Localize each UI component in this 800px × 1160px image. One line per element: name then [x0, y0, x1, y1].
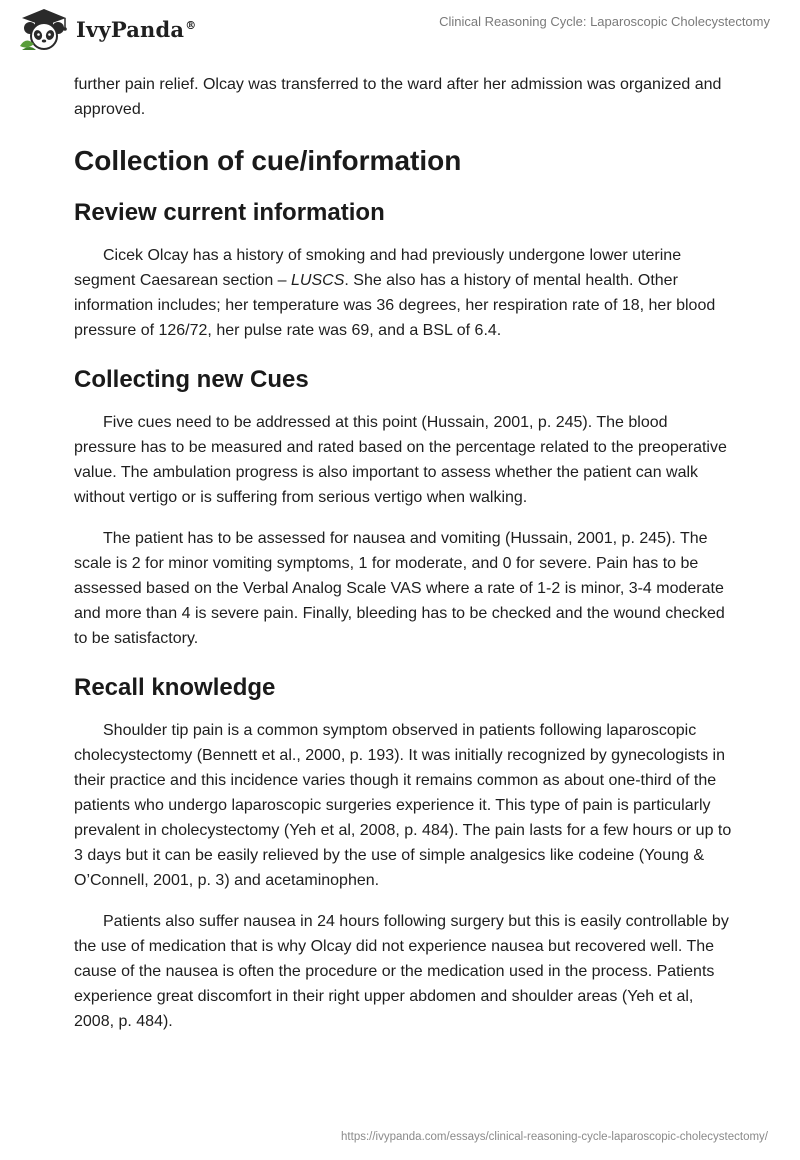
new-cues-paragraph-1: Five cues need to be addressed at this point (Hussain, 2001, p. 245). The blood pressure has to be measured and rated based on the percentage related to the preoperative value. The ambulation progress is also important to assess whether the patient can walk without vertigo or is suffering from serious vertigo when walking. — [74, 414, 727, 506]
recall-paragraph-1: Shoulder tip pain is a common symptom observed in patients following laparoscopic cholecystectomy (Bennett et al., 2000, p. 193). It was initially recognized by gynecologists in their practice and this incidence varies though it remains common as about one-third of the patients who undergo laparoscopic surgeries experience it. This type of pain is particularly prevalent in cholecystectomy (Yeh et al, 2008, p. 484). The pain lasts for a few hours or up to 3 days but it can be easily relieved by the use of simple analgesics like codeine (Young & O’Connell, 2001, p. 3) and acetaminophen. — [74, 722, 732, 889]
panda-graduate-icon — [14, 6, 70, 52]
article-body — [74, 72, 734, 1034]
review-paragraph: Cicek Olcay has a history of smoking and had previously undergone lower uterine segment Caesarean section – LUSCS. She also has a history of mental health. Other information includes; her temperature was 36 degrees, her respiration rate of 18, her blood pressure of 126/72, her pulse rate was 69, and a BSL of 6.4. — [74, 247, 716, 339]
subheading-recall: Recall knowledge — [74, 674, 276, 701]
subheading-review: Review current information — [74, 199, 385, 226]
document-title: Clinical Reasoning Cycle: Laparoscopic Cholecystectomy — [439, 14, 770, 29]
new-cues-paragraph-2: The patient has to be assessed for nausea and vomiting (Hussain, 2001, p. 245). The scale is 2 for minor vomiting symptoms, 1 for moderate, and 0 for severe. Pain has to be assessed based on the Verbal Analog Scale VAS where a rate of 1-2 is minor, 3-4 moderate and more than 4 is severe pain. Finally, bleeding has to be checked and the wound checked to be satisfactory. — [74, 530, 725, 647]
recall-paragraph-2: Patients also suffer nausea in 24 hours following surgery but this is easily controllable by the use of medication that is why Olcay did not experience nausea but recovered well. The cause of the nausea is often the procedure or the medication used in the process. Patients experience great discomfort in their right upper abdomen and shoulder areas (Yeh et al, 2008, p. 484). — [74, 913, 729, 1030]
registered-mark: ® — [185, 18, 197, 32]
brand-name: IvyPanda® — [76, 16, 197, 42]
brand-logo[interactable] — [14, 6, 196, 52]
source-url-link[interactable]: https://ivypanda.com/essays/clinical-reasoning-cycle-laparoscopic-cholecystectomy/ — [341, 1131, 768, 1143]
luscs-term: LUSCS — [291, 272, 345, 289]
subheading-new-cues: Collecting new Cues — [74, 366, 309, 393]
section-heading: Collection of cue/information — [74, 145, 462, 176]
page-header — [0, 0, 800, 62]
intro-paragraph: further pain relief. Olcay was transferred to the ward after her admission was organized and approved. — [74, 76, 722, 118]
